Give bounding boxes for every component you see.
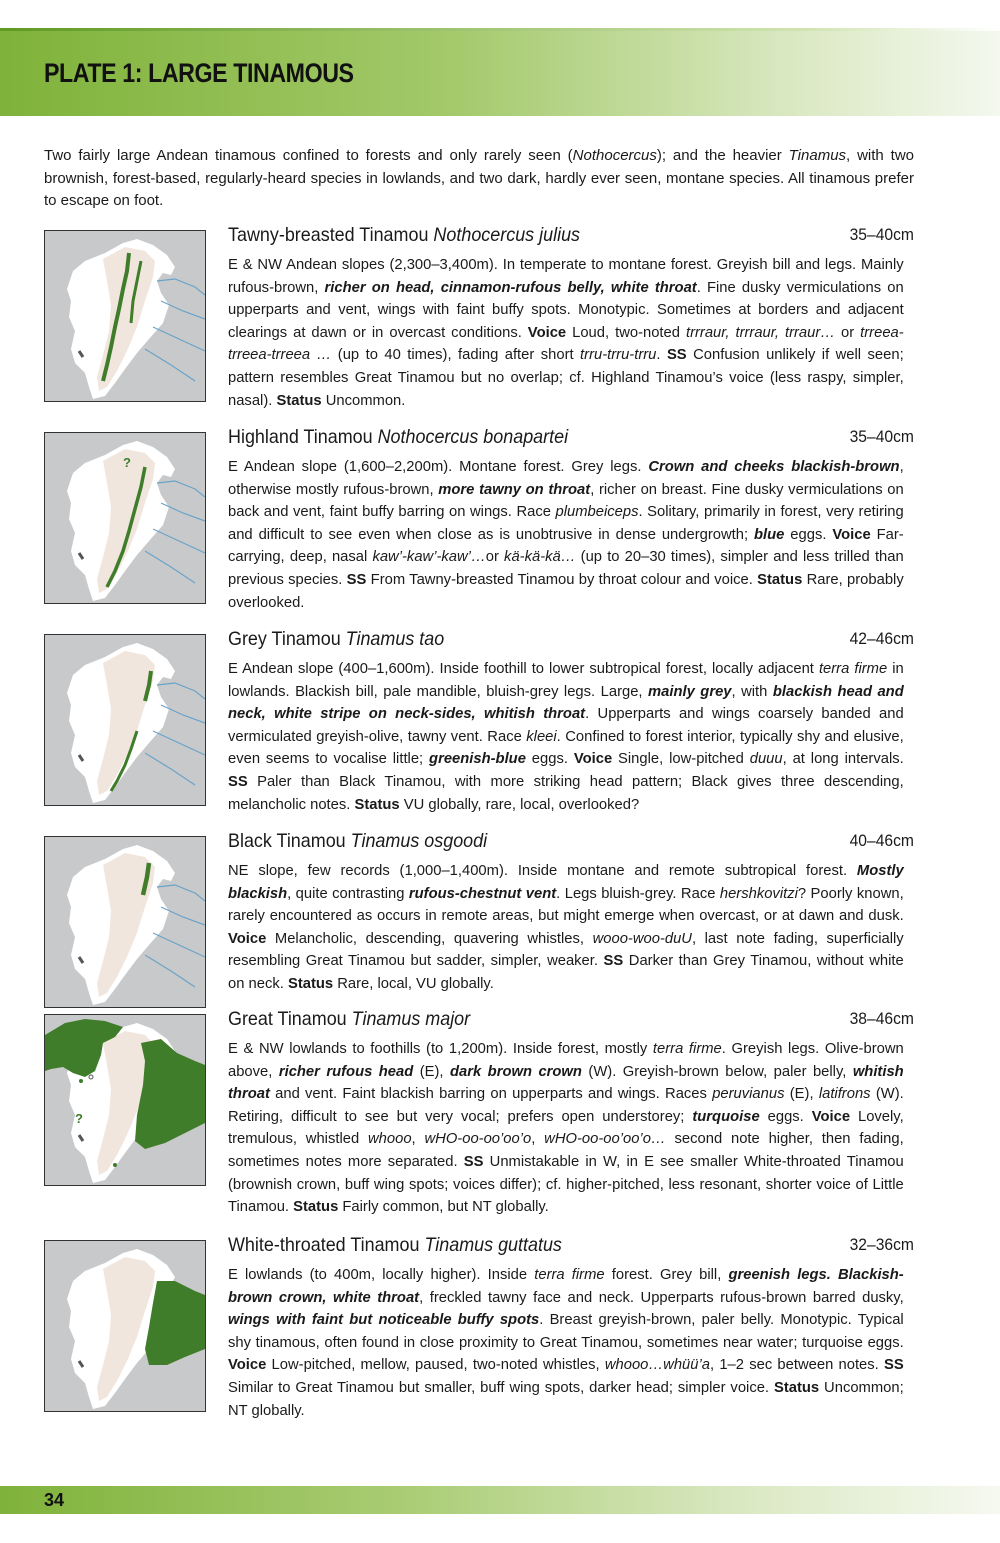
- scientific-name: Tinamus osgoodi: [350, 830, 488, 852]
- description-segment: E & NW Andean slopes (2,300–3,400m). In temperate to montane forest. Greyish bill and legs. Mainly rufous-brown,: [228, 256, 904, 296]
- species-heading: [228, 1008, 914, 1032]
- field-label: Voice: [573, 750, 613, 768]
- description-segment: , quite contrasting: [287, 884, 409, 902]
- description-segment: .: [656, 346, 667, 364]
- common-name: Tawny-breasted Tinamou: [228, 224, 429, 246]
- description-segment: E lowlands (to 400m, locally higher). Inside: [228, 1266, 535, 1283]
- species-size: 32–36cm: [849, 1235, 914, 1254]
- field-label: Status: [354, 795, 400, 813]
- description-segment: . Solitary, primarily in forest, very retiring and difficult to see even when close as is unobtrusive in dense undergrowth;: [228, 503, 904, 543]
- description-segment: E & NW lowlands to foothills (to 1,200m). Inside forest, mostly: [228, 1040, 653, 1057]
- page-number: 34: [44, 1490, 65, 1510]
- species-name: [228, 1234, 562, 1257]
- scientific-name: Nothocercus bonapartei: [377, 426, 569, 448]
- description-segment: Melancholic, descending, quavering whistles,: [266, 929, 593, 947]
- species-name: [228, 830, 487, 853]
- description-segment: . Greyish legs. Olive-brown above,: [228, 1040, 904, 1080]
- footer-band: [0, 1486, 1000, 1514]
- species-description: [228, 658, 904, 816]
- description-segment: (W). Greyish-brown below, paler belly,: [581, 1062, 853, 1080]
- species-size: 38–46cm: [849, 1009, 914, 1028]
- description-segment: Crown and cheeks blackish-brown: [648, 458, 900, 475]
- description-segment: greenish-blue: [429, 750, 526, 768]
- description-segment: , otherwise mostly rufous-brown,: [228, 458, 904, 498]
- description-segment: duuu: [749, 750, 783, 768]
- description-segment: Confusion unlikely if well seen; pattern resembles Great Tinamou but no overlap; cf. Highland Tinamou’s voice (less raspy, simpler, nasal).: [228, 346, 904, 409]
- description-segment: . Confined to forest interior, typically shy and elusive, even seems to vocalise little;: [228, 727, 904, 768]
- species-heading: [228, 1234, 914, 1258]
- description-segment: (up to 40 times), fading after short: [331, 346, 581, 364]
- description-segment: greenish legs. Blackish-brown crown, white throat: [228, 1266, 904, 1306]
- description-segment: trrraur, trrraur, trraur…: [685, 323, 836, 341]
- description-segment: second note higher, then fading, sometimes notes more separated.: [228, 1130, 904, 1170]
- field-label: Voice: [228, 1356, 267, 1374]
- common-name: White-throated Tinamou: [228, 1234, 420, 1256]
- description-segment: . Legs bluish-grey. Race: [556, 884, 720, 902]
- plate-title: PLATE 1: LARGE TINAMOUS: [44, 58, 354, 88]
- description-segment: trru-trru-trru: [580, 346, 657, 364]
- field-label: Voice: [811, 1107, 851, 1125]
- description-segment: ,: [531, 1130, 545, 1148]
- description-segment: , freckled tawny face and neck. Upperparts rufous-brown barred dusky,: [419, 1288, 904, 1306]
- field-label: SS: [463, 1152, 484, 1170]
- field-label: Status: [287, 974, 334, 992]
- range-map-icon: [44, 1240, 206, 1412]
- species-name: [228, 224, 580, 247]
- range-map: [45, 837, 205, 1007]
- description-segment: blackish head and neck, white stripe on neck-sides, whitish throat: [228, 682, 904, 723]
- description-segment: Uncommon.: [321, 391, 406, 409]
- species-description: [228, 1264, 904, 1422]
- scientific-name: Nothocercus julius: [433, 224, 581, 246]
- description-segment: , with: [731, 682, 773, 700]
- description-segment: turquoise: [692, 1107, 760, 1125]
- species-name: [228, 426, 568, 449]
- description-segment: dark brown crown: [449, 1062, 582, 1080]
- species-description: [228, 254, 904, 412]
- common-name: Grey Tinamou: [228, 628, 341, 650]
- description-segment: ,: [411, 1130, 425, 1148]
- description-segment: Low-pitched, mellow, paused, two-noted whistles,: [266, 1356, 605, 1374]
- description-segment: . Fine dusky vermiculations on upperparts and vent, wings with faint buffy spots. Monotypic. Sometimes at borders and adjacent clearings at dawn or in overcast conditions.: [228, 278, 904, 341]
- species-description: [228, 860, 904, 996]
- description-segment: eggs.: [525, 750, 574, 768]
- description-segment: mainly grey: [648, 682, 732, 700]
- description-segment: (E),: [413, 1062, 450, 1080]
- description-segment: , 1–2 sec between notes.: [710, 1356, 885, 1374]
- description-segment: wings with faint but noticeable buffy spots: [228, 1311, 540, 1329]
- species-name: [228, 628, 444, 651]
- map-question-mark: ?: [123, 455, 131, 470]
- description-segment: rufous-chestnut vent: [408, 884, 557, 902]
- species-size: 35–40cm: [849, 225, 914, 244]
- description-segment: Paler than Black Tinamou, with more striking head pattern; Black gives three descending, melancholic notes.: [228, 772, 904, 813]
- description-segment: wHO-oo-oo’oo’o: [424, 1130, 532, 1148]
- description-segment: Rare, local, VU globally.: [333, 974, 494, 992]
- description-segment: whitish throat: [228, 1062, 904, 1103]
- description-segment: Single, low-pitched: [612, 750, 750, 768]
- description-segment: (W). Retiring, difficult to see but very vocal; prefers open understorey;: [228, 1085, 904, 1125]
- scientific-name: Tinamus major: [351, 1008, 471, 1030]
- description-segment: peruvianus: [712, 1085, 785, 1103]
- description-segment: kleei: [526, 727, 557, 745]
- common-name: Great Tinamou: [228, 1008, 347, 1030]
- description-segment: or: [835, 323, 861, 341]
- description-segment: . Upperparts and wings coarsely banded and vermiculated greyish-olive, tawny vent. Race: [228, 705, 904, 745]
- intro-text-1: Two fairly large Andean tinamous confined to forests and only rarely seen (: [44, 147, 573, 164]
- description-segment: Unmistakable in W, in E see smaller White-throated Tinamou (brownish crown, buff wing spots; voices differ); cf. higher-pitched, less resonant, shorter voice of Little Tinamou.: [228, 1152, 904, 1216]
- description-segment: or: [485, 548, 505, 566]
- description-segment: , at long intervals.: [782, 750, 904, 768]
- description-segment: more tawny on throat: [438, 480, 591, 498]
- description-segment: trreea-trreea-trreea …: [228, 323, 904, 364]
- description-segment: NE slope, few records (1,000–1,400m). Inside montane and remote subtropical forest.: [228, 862, 857, 879]
- description-segment: E Andean slope (1,600–2,200m). Montane forest. Grey legs.: [228, 458, 649, 475]
- range-map-icon: [44, 230, 206, 402]
- species-heading: [228, 628, 914, 652]
- description-segment: eggs.: [784, 525, 833, 543]
- description-segment: wooo-woo-duU: [592, 929, 692, 947]
- species-heading: [228, 224, 914, 248]
- description-segment: Similar to Great Tinamou but smaller, buff wing spots, darker head; simpler voice.: [228, 1378, 774, 1396]
- intro-text-3: , with two brownish, forest-based, regularly-heard species in lowlands, and two dark, hardly ever seen, montane species. All tinamous prefer to escape on foot.: [44, 147, 914, 209]
- description-segment: (E),: [784, 1085, 819, 1103]
- description-segment: , richer on breast. Fine dusky vermiculations on back and vent, faint buffy barring on wings. Race: [228, 480, 904, 521]
- description-segment: Darker than Grey Tinamou, without white on neck.: [228, 952, 904, 992]
- description-segment: hershkovitzi: [719, 884, 798, 902]
- field-label: SS: [666, 346, 687, 364]
- description-segment: terra firme: [534, 1266, 605, 1283]
- species-heading: [228, 830, 914, 854]
- description-segment: terra firme: [818, 660, 888, 677]
- range-map: [45, 1241, 205, 1411]
- description-segment: E Andean slope (400–1,600m). Inside foothill to lower subtropical forest, locally adjacent: [228, 660, 819, 677]
- description-segment: eggs.: [759, 1107, 812, 1125]
- description-segment: richer on head, cinnamon-rufous belly, white throat: [324, 278, 697, 296]
- range-map-icon: [44, 634, 206, 806]
- description-segment: terra firme: [652, 1040, 722, 1057]
- description-segment: whooo: [368, 1130, 412, 1148]
- intro-paragraph: [44, 145, 914, 213]
- description-segment: , last note fading, superficially resembling Great Tinamou but sadder, simpler, weaker.: [228, 929, 904, 970]
- field-label: Voice: [832, 525, 871, 543]
- description-segment: richer rufous head: [278, 1062, 414, 1080]
- scientific-name: Tinamus tao: [345, 628, 445, 650]
- description-segment: and vent. Faint blackish barring on upperparts and wings. Races: [269, 1085, 713, 1103]
- species-description: [228, 456, 904, 614]
- field-label: SS: [228, 772, 248, 790]
- description-segment: plumbeiceps: [555, 503, 639, 521]
- field-label: Status: [276, 391, 322, 409]
- species-name: [228, 1008, 470, 1031]
- description-segment: . Breast greyish-brown, paler belly. Monotypic. Typical shy tinamous, often found in close proximity to Great Tinamou, sometimes near water; turquoise eggs.: [228, 1311, 904, 1351]
- range-map: [45, 231, 205, 401]
- field-label: SS: [603, 952, 624, 970]
- description-segment: Rare, probably overlooked.: [228, 570, 904, 611]
- description-segment: VU globally, rare, local, overlooked?: [399, 795, 640, 813]
- intro-genus-nothocercus: Nothocercus: [572, 147, 657, 164]
- field-label: SS: [884, 1356, 904, 1374]
- intro-genus-tinamus: Tinamus: [788, 147, 847, 164]
- description-segment: Loud, two-noted: [566, 323, 686, 341]
- description-segment: forest. Grey bill,: [604, 1266, 729, 1283]
- description-segment: Mostly blackish: [228, 862, 904, 902]
- range-map-icon: [44, 836, 206, 1008]
- species-size: 35–40cm: [849, 427, 914, 446]
- field-label: Status: [757, 570, 803, 588]
- description-segment: in lowlands. Blackish bill, pale mandible, bluish-grey legs. Large,: [228, 660, 904, 700]
- description-segment: (up to 20–30 times), simpler and less trilled than previous species.: [228, 548, 904, 588]
- range-map-icon: [44, 432, 206, 604]
- description-segment: From Tawny-breasted Tinamou by throat colour and voice.: [366, 570, 758, 588]
- species-description: [228, 1038, 904, 1219]
- description-segment: Far-carrying, deep, nasal: [228, 525, 904, 566]
- description-segment: blue: [754, 525, 785, 543]
- range-map: [45, 635, 205, 805]
- field-label: SS: [346, 570, 367, 588]
- scientific-name: Tinamus guttatus: [424, 1234, 562, 1256]
- description-segment: Lovely, tremulous, whistled: [228, 1107, 904, 1148]
- description-segment: Uncommon; NT globally.: [228, 1378, 904, 1419]
- description-segment: ? Poorly known, rarely encountered as occurs in remote areas, but might emerge when overcast, or at dawn and dusk.: [228, 884, 904, 925]
- field-label: Status: [293, 1198, 339, 1216]
- common-name: Highland Tinamou: [228, 426, 373, 448]
- range-map: [45, 1015, 205, 1185]
- field-label: Voice: [527, 323, 567, 341]
- header-top-rule: [0, 28, 1000, 31]
- description-segment: Fairly common, but NT globally.: [338, 1198, 549, 1216]
- species-size: 40–46cm: [849, 831, 914, 850]
- field-label: Status: [773, 1378, 820, 1396]
- description-segment: latifrons: [818, 1085, 871, 1103]
- species-heading: [228, 426, 914, 450]
- species-size: 42–46cm: [849, 629, 914, 648]
- range-map-icon: [44, 1014, 206, 1186]
- field-label: Voice: [228, 929, 267, 947]
- common-name: Black Tinamou: [228, 830, 346, 852]
- intro-text-2: ); and the heavier: [656, 147, 789, 164]
- description-segment: whooo…whüü’a: [604, 1356, 711, 1374]
- range-map: [45, 433, 205, 603]
- map-question-mark: ?: [75, 1111, 83, 1126]
- description-segment: kaw’-kaw’-kaw’…: [372, 548, 486, 566]
- description-segment: kä-kä-kä…: [504, 548, 576, 566]
- description-segment: wHO-oo-oo’oo’o…: [544, 1130, 666, 1148]
